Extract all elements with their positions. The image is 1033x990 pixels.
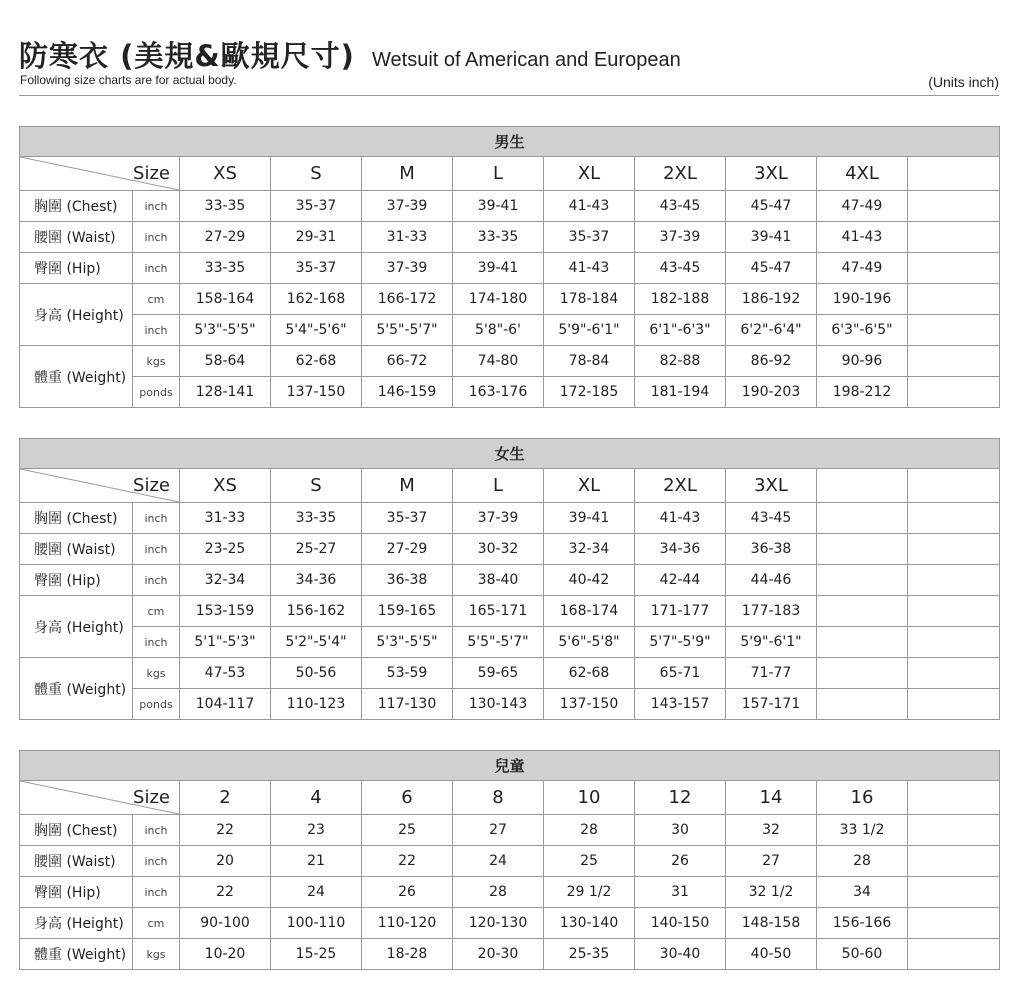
table-cell: 41-43 — [544, 253, 635, 284]
table-cell: 86-92 — [726, 346, 817, 377]
unit-label: kgs — [133, 939, 180, 970]
measure-label: 腰圍 (Waist) — [20, 534, 133, 565]
table-cell: 58-64 — [180, 346, 271, 377]
table-cell: 27 — [453, 815, 544, 846]
men-size-table — [19, 126, 1000, 408]
table-cell: 36-38 — [362, 565, 453, 596]
table-row — [20, 253, 1000, 284]
table-cell: 156-162 — [271, 596, 362, 627]
women-size-table — [19, 438, 1000, 720]
table-cell: 117-130 — [362, 689, 453, 720]
size-header: 2 — [180, 781, 271, 815]
table-cell: 6'2"-6'4" — [726, 315, 817, 346]
table-cell: 28 — [453, 877, 544, 908]
table-row — [20, 284, 1000, 315]
page-header — [19, 34, 681, 75]
table-row — [20, 908, 1000, 939]
table-cell: 5'9"-6'1" — [544, 315, 635, 346]
size-label-cell — [20, 469, 180, 503]
table-cell: 148-158 — [726, 908, 817, 939]
unit-label: inch — [133, 503, 180, 534]
size-header: 2XL — [635, 469, 726, 503]
table-cell: 190-203 — [726, 377, 817, 408]
size-header: S — [271, 157, 362, 191]
table-cell: 26 — [362, 877, 453, 908]
table-cell: 36-38 — [726, 534, 817, 565]
table-cell: 37-39 — [362, 191, 453, 222]
table-cell: 33-35 — [453, 222, 544, 253]
table-cell: 157-171 — [726, 689, 817, 720]
table-cell: 33-35 — [180, 191, 271, 222]
size-header-row — [20, 781, 1000, 815]
size-label-cell — [20, 781, 180, 815]
table-cell: 128-141 — [180, 377, 271, 408]
table-cell: 28 — [544, 815, 635, 846]
table-cell: 30-32 — [453, 534, 544, 565]
table-cell: 41-43 — [817, 222, 908, 253]
size-header: 2XL — [635, 157, 726, 191]
table-cell: 43-45 — [635, 253, 726, 284]
measure-label: 胸圍 (Chest) — [20, 815, 133, 846]
table-cell: 40-50 — [726, 939, 817, 970]
size-label: Size — [133, 787, 170, 808]
table-cell — [908, 253, 1000, 284]
table-row — [20, 222, 1000, 253]
table-cell: 62-68 — [544, 658, 635, 689]
table-cell: 146-159 — [362, 377, 453, 408]
table-cell: 38-40 — [453, 565, 544, 596]
table-cell — [817, 689, 908, 720]
table-cell: 120-130 — [453, 908, 544, 939]
table-cell: 45-47 — [726, 191, 817, 222]
table-cell — [817, 503, 908, 534]
table-cell: 15-25 — [271, 939, 362, 970]
table-cell: 35-37 — [271, 191, 362, 222]
measure-label: 體重 (Weight) — [20, 658, 133, 720]
table-cell — [908, 815, 1000, 846]
unit-label: cm — [133, 908, 180, 939]
table-cell — [908, 939, 1000, 970]
measure-label: 臀圍 (Hip) — [20, 253, 133, 284]
measure-label: 體重 (Weight) — [20, 346, 133, 408]
measure-label: 胸圍 (Chest) — [20, 503, 133, 534]
table-title: 兒童 — [20, 751, 1000, 781]
table-cell: 20 — [180, 846, 271, 877]
table-cell: 5'5"-5'7" — [362, 315, 453, 346]
unit-label: inch — [133, 222, 180, 253]
table-row — [20, 191, 1000, 222]
table-cell: 163-176 — [453, 377, 544, 408]
table-cell: 53-59 — [362, 658, 453, 689]
table-cell: 43-45 — [726, 503, 817, 534]
table-cell: 5'1"-5'3" — [180, 627, 271, 658]
table-cell: 30-40 — [635, 939, 726, 970]
table-row — [20, 815, 1000, 846]
table-cell — [908, 846, 1000, 877]
table-cell — [908, 658, 1000, 689]
size-label: Size — [133, 475, 170, 496]
table-cell: 6'1"-6'3" — [635, 315, 726, 346]
table-cell: 22 — [180, 877, 271, 908]
table-row — [20, 939, 1000, 970]
size-header: 10 — [544, 781, 635, 815]
measure-label: 胸圍 (Chest) — [20, 191, 133, 222]
size-header: 12 — [635, 781, 726, 815]
table-cell: 23 — [271, 815, 362, 846]
table-cell: 110-123 — [271, 689, 362, 720]
table-cell: 104-117 — [180, 689, 271, 720]
table-cell: 50-56 — [271, 658, 362, 689]
table-cell: 6'3"-6'5" — [817, 315, 908, 346]
unit-label: ponds — [133, 377, 180, 408]
table-cell: 25 — [544, 846, 635, 877]
size-header: M — [362, 157, 453, 191]
table-cell — [817, 534, 908, 565]
table-cell: 100-110 — [271, 908, 362, 939]
table-cell — [817, 658, 908, 689]
table-cell: 74-80 — [453, 346, 544, 377]
table-cell: 23-25 — [180, 534, 271, 565]
table-row — [20, 846, 1000, 877]
table-cell — [908, 534, 1000, 565]
table-cell: 5'4"-5'6" — [271, 315, 362, 346]
table-cell: 198-212 — [817, 377, 908, 408]
measure-label: 腰圍 (Waist) — [20, 222, 133, 253]
measure-label: 體重 (Weight) — [20, 939, 133, 970]
table-cell: 181-194 — [635, 377, 726, 408]
table-cell: 29 1/2 — [544, 877, 635, 908]
size-header: L — [453, 469, 544, 503]
units-note: (Units inch) — [928, 74, 999, 90]
table-cell: 190-196 — [817, 284, 908, 315]
table-cell: 171-177 — [635, 596, 726, 627]
table-cell: 27 — [726, 846, 817, 877]
table-cell: 153-159 — [180, 596, 271, 627]
unit-label: inch — [133, 315, 180, 346]
table-cell: 172-185 — [544, 377, 635, 408]
size-header — [908, 781, 1000, 815]
table-row — [20, 596, 1000, 627]
table-cell: 33-35 — [180, 253, 271, 284]
table-cell: 39-41 — [544, 503, 635, 534]
table-cell: 62-68 — [271, 346, 362, 377]
table-cell: 59-65 — [453, 658, 544, 689]
size-label-cell — [20, 157, 180, 191]
table-cell: 5'6"-5'8" — [544, 627, 635, 658]
table-row — [20, 877, 1000, 908]
table-cell: 90-100 — [180, 908, 271, 939]
table-cell: 39-41 — [453, 253, 544, 284]
table-cell: 34-36 — [635, 534, 726, 565]
unit-label: inch — [133, 191, 180, 222]
table-cell — [908, 284, 1000, 315]
size-header — [817, 469, 908, 503]
measure-label: 身高 (Height) — [20, 908, 133, 939]
header-divider — [19, 95, 999, 96]
table-cell: 5'5"-5'7" — [453, 627, 544, 658]
size-header: 16 — [817, 781, 908, 815]
table-cell: 29-31 — [271, 222, 362, 253]
table-cell: 5'9"-6'1" — [726, 627, 817, 658]
table-row — [20, 658, 1000, 689]
table-cell: 42-44 — [635, 565, 726, 596]
table-cell: 32-34 — [544, 534, 635, 565]
table-cell: 41-43 — [635, 503, 726, 534]
table-cell: 10-20 — [180, 939, 271, 970]
table-cell: 66-72 — [362, 346, 453, 377]
unit-label: kgs — [133, 346, 180, 377]
table-cell: 37-39 — [362, 253, 453, 284]
table-cell — [908, 377, 1000, 408]
table-cell: 18-28 — [362, 939, 453, 970]
table-cell — [908, 877, 1000, 908]
table-cell — [908, 191, 1000, 222]
unit-label: cm — [133, 596, 180, 627]
table-row — [20, 565, 1000, 596]
table-cell — [817, 627, 908, 658]
subtitle: Following size charts are for actual body. — [20, 73, 237, 87]
table-cell: 5'2"-5'4" — [271, 627, 362, 658]
size-header: 14 — [726, 781, 817, 815]
table-cell: 22 — [362, 846, 453, 877]
table-cell — [817, 596, 908, 627]
table-cell: 24 — [453, 846, 544, 877]
size-header-row — [20, 469, 1000, 503]
measure-label: 身高 (Height) — [20, 596, 133, 658]
table-row — [20, 503, 1000, 534]
table-row — [20, 689, 1000, 720]
table-cell: 37-39 — [635, 222, 726, 253]
table-cell: 21 — [271, 846, 362, 877]
table-cell — [908, 503, 1000, 534]
table-cell: 143-157 — [635, 689, 726, 720]
table-title: 男生 — [20, 127, 1000, 157]
size-header: M — [362, 469, 453, 503]
table-row — [20, 346, 1000, 377]
measure-label: 臀圍 (Hip) — [20, 877, 133, 908]
table-cell: 50-60 — [817, 939, 908, 970]
table-cell: 26 — [635, 846, 726, 877]
table-cell: 35-37 — [271, 253, 362, 284]
table-cell: 5'7"-5'9" — [635, 627, 726, 658]
table-cell: 130-140 — [544, 908, 635, 939]
table-cell: 20-30 — [453, 939, 544, 970]
kids-size-table — [19, 750, 1000, 970]
table-cell — [817, 565, 908, 596]
size-header: S — [271, 469, 362, 503]
table-cell: 27-29 — [180, 222, 271, 253]
table-cell: 5'3"-5'5" — [180, 315, 271, 346]
page-title-zh: 防寒衣 (美規&歐規尺寸) — [19, 39, 355, 73]
table-cell: 32-34 — [180, 565, 271, 596]
table-cell: 32 — [726, 815, 817, 846]
size-header: 6 — [362, 781, 453, 815]
unit-label: inch — [133, 565, 180, 596]
size-header — [908, 157, 1000, 191]
table-cell: 165-171 — [453, 596, 544, 627]
table-cell: 41-43 — [544, 191, 635, 222]
table-row — [20, 627, 1000, 658]
size-header: 3XL — [726, 469, 817, 503]
table-cell: 35-37 — [362, 503, 453, 534]
size-header: L — [453, 157, 544, 191]
table-cell — [908, 346, 1000, 377]
table-cell: 34 — [817, 877, 908, 908]
table-cell: 137-150 — [271, 377, 362, 408]
table-cell — [908, 689, 1000, 720]
table-cell: 25 — [362, 815, 453, 846]
size-label: Size — [133, 163, 170, 184]
table-cell: 174-180 — [453, 284, 544, 315]
table-cell: 30 — [635, 815, 726, 846]
table-cell: 156-166 — [817, 908, 908, 939]
unit-label: cm — [133, 284, 180, 315]
table-cell: 37-39 — [453, 503, 544, 534]
unit-label: inch — [133, 627, 180, 658]
size-header: 4XL — [817, 157, 908, 191]
table-cell: 35-37 — [544, 222, 635, 253]
table-row — [20, 534, 1000, 565]
size-header: 4 — [271, 781, 362, 815]
table-cell: 33 1/2 — [817, 815, 908, 846]
table-cell: 47-49 — [817, 253, 908, 284]
table-cell: 25-35 — [544, 939, 635, 970]
table-cell: 78-84 — [544, 346, 635, 377]
table-cell: 47-53 — [180, 658, 271, 689]
table-cell: 158-164 — [180, 284, 271, 315]
table-cell: 31 — [635, 877, 726, 908]
page-title-en: Wetsuit of American and European — [372, 49, 681, 71]
table-cell: 82-88 — [635, 346, 726, 377]
table-cell: 31-33 — [362, 222, 453, 253]
size-header — [908, 469, 1000, 503]
size-header: 3XL — [726, 157, 817, 191]
unit-label: inch — [133, 534, 180, 565]
size-header-row — [20, 157, 1000, 191]
table-cell: 40-42 — [544, 565, 635, 596]
size-header: XS — [180, 157, 271, 191]
table-cell — [908, 908, 1000, 939]
unit-label: inch — [133, 253, 180, 284]
table-cell: 182-188 — [635, 284, 726, 315]
table-cell: 31-33 — [180, 503, 271, 534]
table-cell — [908, 222, 1000, 253]
measure-label: 身高 (Height) — [20, 284, 133, 346]
unit-label: inch — [133, 846, 180, 877]
table-cell: 110-120 — [362, 908, 453, 939]
table-cell: 71-77 — [726, 658, 817, 689]
table-cell: 186-192 — [726, 284, 817, 315]
table-cell: 24 — [271, 877, 362, 908]
table-cell: 65-71 — [635, 658, 726, 689]
table-cell: 159-165 — [362, 596, 453, 627]
table-title: 女生 — [20, 439, 1000, 469]
measure-label: 臀圍 (Hip) — [20, 565, 133, 596]
table-cell: 90-96 — [817, 346, 908, 377]
table-cell: 166-172 — [362, 284, 453, 315]
table-cell: 27-29 — [362, 534, 453, 565]
table-cell: 130-143 — [453, 689, 544, 720]
table-cell: 45-47 — [726, 253, 817, 284]
table-cell: 178-184 — [544, 284, 635, 315]
table-cell: 22 — [180, 815, 271, 846]
table-row — [20, 377, 1000, 408]
size-header: 8 — [453, 781, 544, 815]
unit-label: kgs — [133, 658, 180, 689]
table-cell: 137-150 — [544, 689, 635, 720]
table-cell: 39-41 — [726, 222, 817, 253]
unit-label: inch — [133, 877, 180, 908]
table-cell: 177-183 — [726, 596, 817, 627]
table-cell: 34-36 — [271, 565, 362, 596]
table-cell: 47-49 — [817, 191, 908, 222]
table-cell — [908, 565, 1000, 596]
table-cell: 32 1/2 — [726, 877, 817, 908]
table-cell: 5'3"-5'5" — [362, 627, 453, 658]
unit-label: inch — [133, 815, 180, 846]
table-cell — [908, 627, 1000, 658]
table-row — [20, 315, 1000, 346]
table-cell: 5'8"-6' — [453, 315, 544, 346]
table-cell: 33-35 — [271, 503, 362, 534]
table-cell: 28 — [817, 846, 908, 877]
size-header: XL — [544, 157, 635, 191]
table-cell: 44-46 — [726, 565, 817, 596]
table-cell: 168-174 — [544, 596, 635, 627]
size-header: XS — [180, 469, 271, 503]
table-cell: 140-150 — [635, 908, 726, 939]
table-cell: 43-45 — [635, 191, 726, 222]
unit-label: ponds — [133, 689, 180, 720]
table-cell: 39-41 — [453, 191, 544, 222]
measure-label: 腰圍 (Waist) — [20, 846, 133, 877]
table-cell — [908, 315, 1000, 346]
table-cell: 25-27 — [271, 534, 362, 565]
size-header: XL — [544, 469, 635, 503]
table-cell: 162-168 — [271, 284, 362, 315]
table-cell — [908, 596, 1000, 627]
